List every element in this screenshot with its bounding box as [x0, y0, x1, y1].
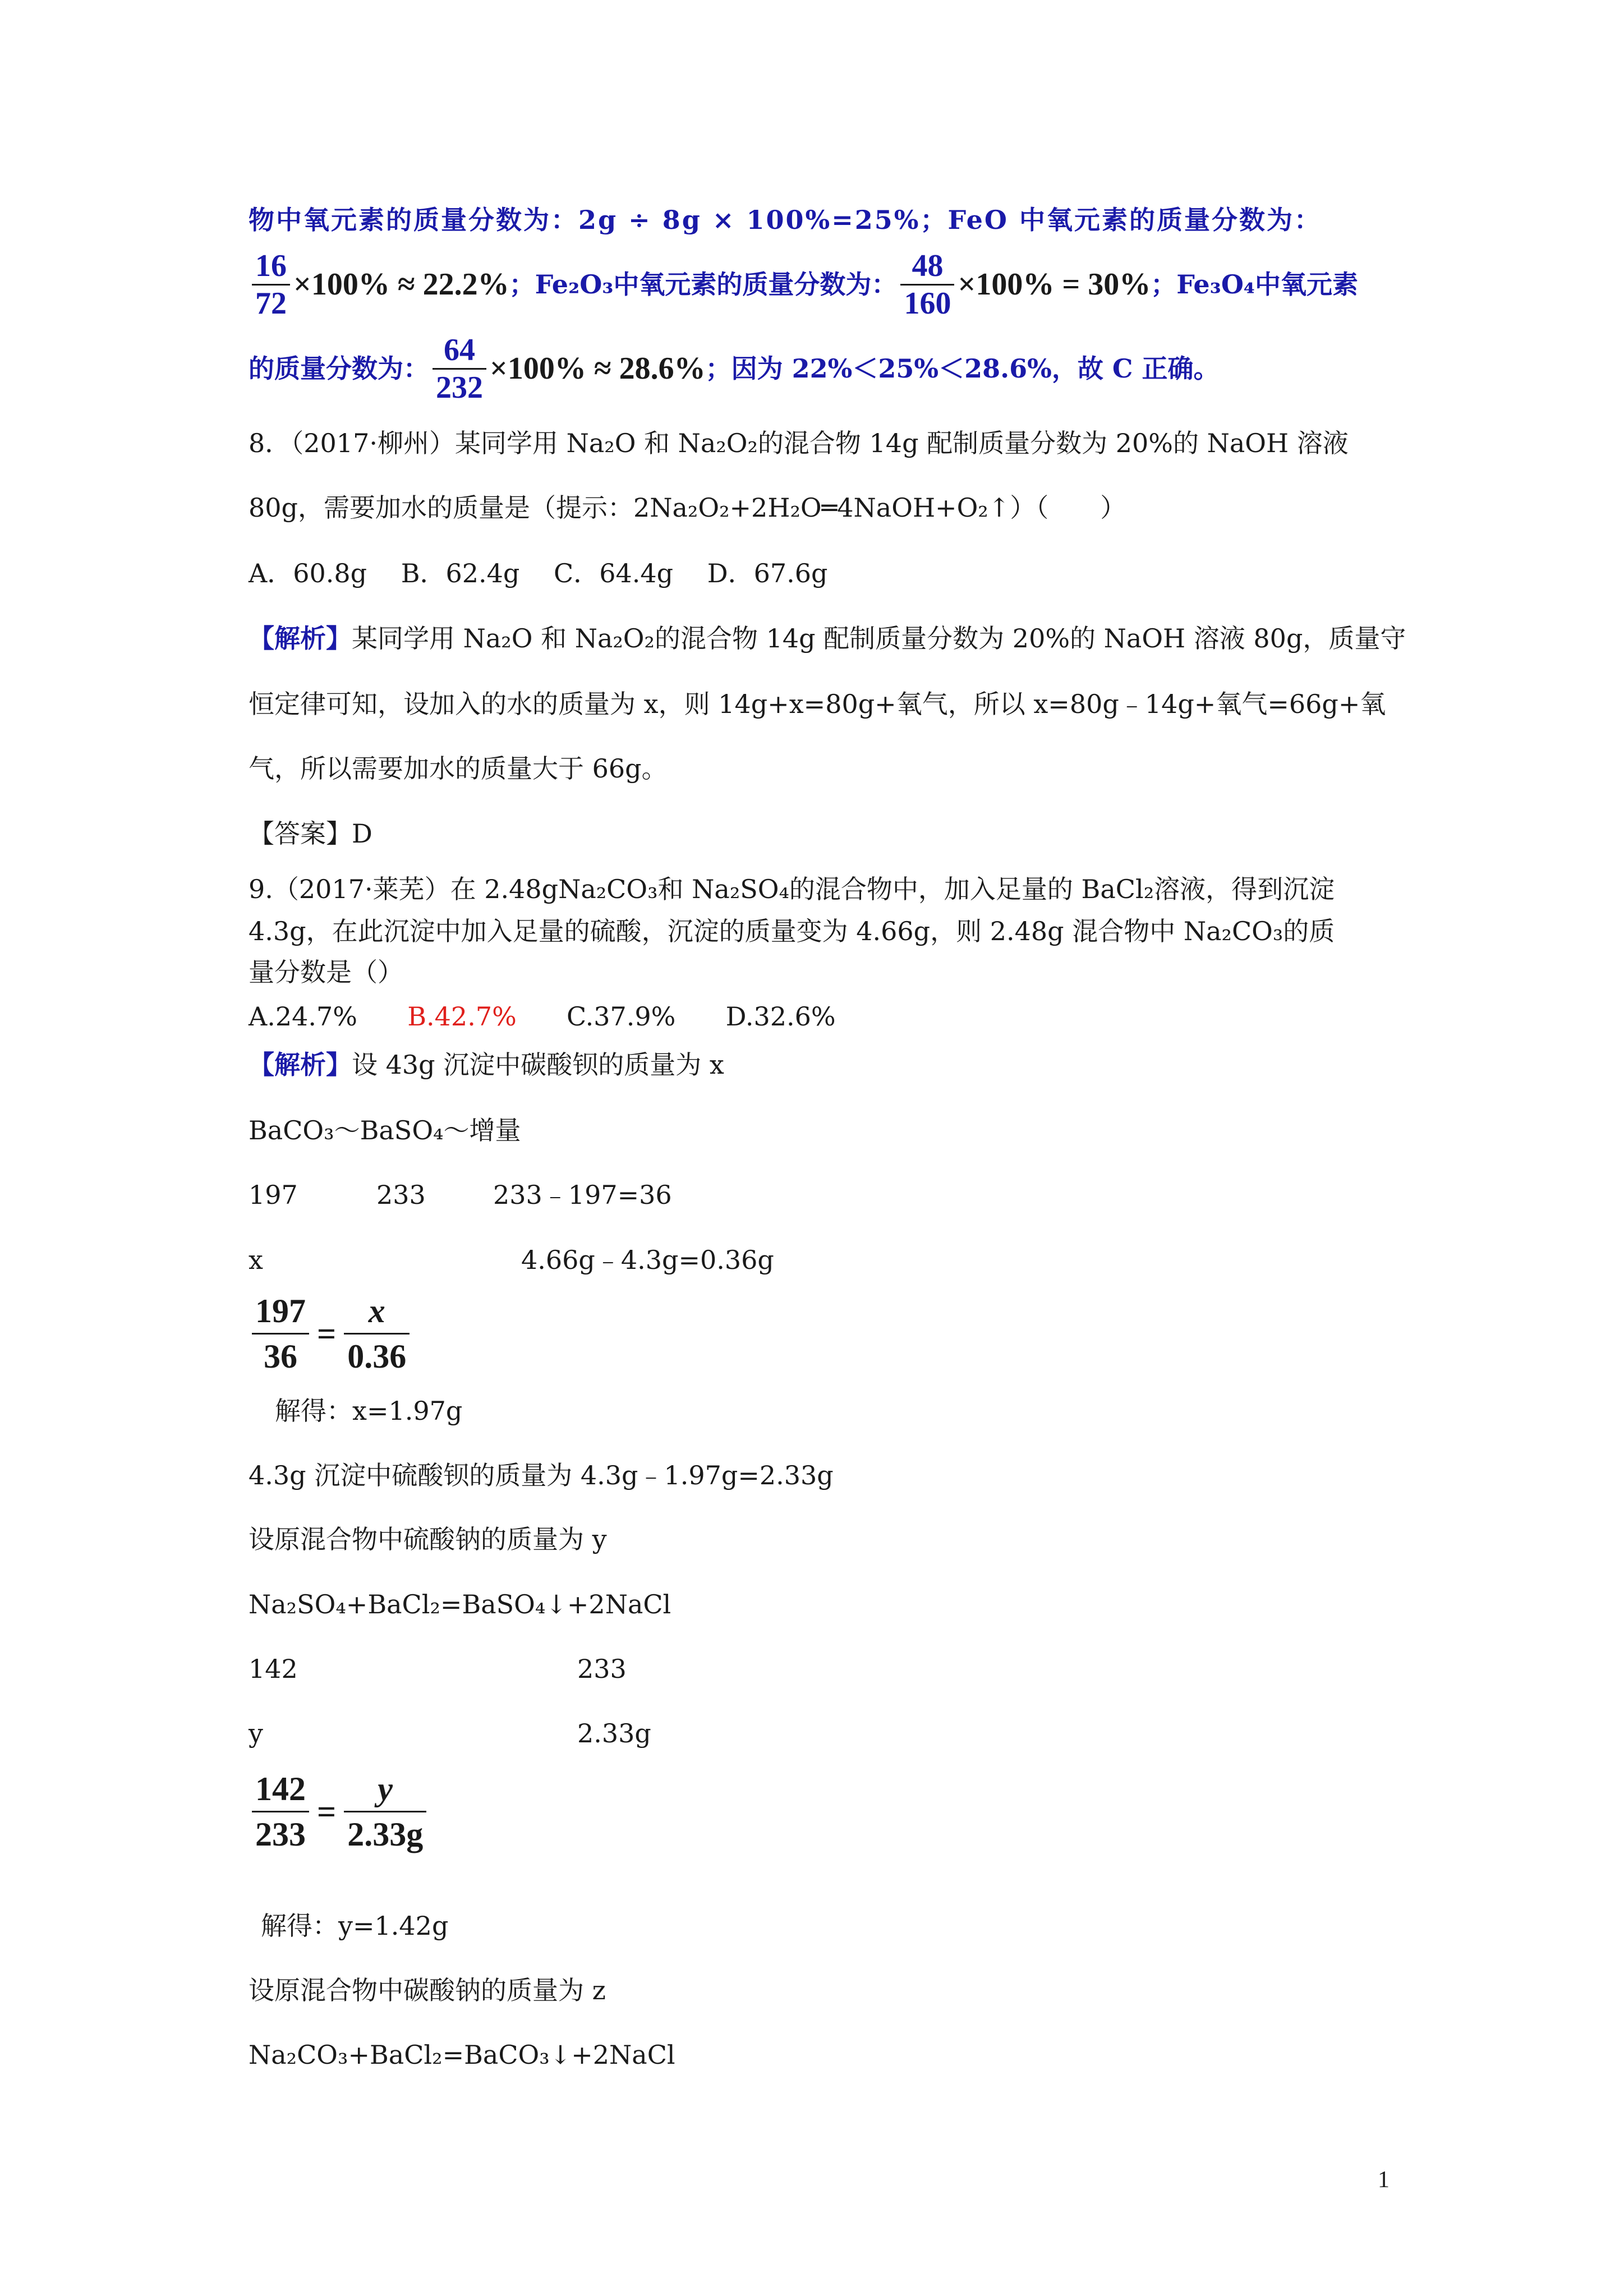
q8-options: A．60.8g B．62.4g C．64.4g D．67.6g: [249, 558, 828, 588]
q9-set-y: 设原混合物中硫酸钠的质量为 y: [249, 1524, 607, 1554]
q9-prop2-left: $\frac{142}{233}$: [252, 1767, 309, 1856]
sol7-line1: 物中氧元素的质量分数为：2g ÷ 8g × 100%=25%；FeO 中氧元素的质量分数为：: [249, 205, 1322, 235]
q9-mass-row4: [249, 1717, 1034, 1750]
q9-analysis-line1: [249, 1048, 724, 1082]
q8-answer: 【答案】D: [249, 818, 372, 849]
sol7-conclusion: ；因为 22%＜25%＜28.6%，故 C 正确。: [705, 353, 1220, 384]
q9-mass-row2: [249, 1243, 1034, 1277]
q9-solve-x: 解得：x=1.97g: [275, 1396, 463, 1426]
q9-proportion-1: [249, 1289, 413, 1378]
sol7-line3-head: 的质量分数为：: [249, 353, 429, 384]
feo-expression: ×100% ≈ 22.2%: [293, 267, 509, 302]
equals-sign: =: [317, 1315, 337, 1352]
q9-analysis-text: 设 43g 沉淀中碳酸钡的质量为 x: [352, 1050, 724, 1080]
q8-analysis-text: 某同学用 Na₂O 和 Na₂O₂的混合物 14g 配制质量分数为 20%的 NaOH 溶液 80g，质量守: [352, 623, 1406, 654]
q9-equation-2: Na₂CO₃+BaCl₂=BaCO₃↓+2NaCl: [249, 2040, 675, 2070]
page-number: 1: [1378, 2167, 1390, 2193]
fe2o3-fraction: $\frac{48}{160}$: [900, 248, 954, 321]
q9-mass-row1: [249, 1178, 1034, 1212]
fe3o4-label: ；Fe₃O₄中氧元素: [1151, 269, 1359, 300]
q8-stem-line1: 8．（2017·柳州）某同学用 Na₂O 和 Na₂O₂的混合物 14g 配制质量分数为 20%的 NaOH 溶液: [249, 428, 1349, 458]
q9-r3-baso4: 233: [577, 1654, 627, 1684]
q9-proportion-2: [249, 1767, 430, 1856]
q9-baso4-mass: 4.3g 沉淀中硫酸钡的质量为 4.3g﹣1.97g=2.33g: [249, 1460, 834, 1490]
q9-stem-line2: 4.3g，在此沉淀中加入足量的硫酸，沉淀的质量变为 4.66g，则 2.48g 混合物中 Na₂CO₃的质: [249, 916, 1335, 946]
q9-option-c: C.37.9%: [567, 1001, 676, 1032]
fe3o4-expression: ×100% ≈ 28.6%: [490, 351, 706, 386]
q8-analysis-tag: 【解析】: [249, 623, 352, 654]
q9-stem-line1: 9.（2017·莱芜）在 2.48gNa₂CO₃和 Na₂SO₄的混合物中，加入足量的 BaCl₂溶液，得到沉淀: [249, 874, 1335, 904]
equals-sign: =: [317, 1793, 337, 1830]
q9-stem-line3: 量分数是（）: [249, 957, 403, 987]
q9-option-b-correct: B.42.7%: [407, 1001, 517, 1032]
q9-relation: BaCO₃～BaSO₄～增量: [249, 1115, 521, 1145]
q9-r1-increase: 233﹣197=36: [493, 1180, 672, 1210]
q9-r2-x: x: [249, 1245, 263, 1275]
feo-fraction: $\frac{16}{72}$: [252, 248, 290, 321]
q9-analysis-tag: 【解析】: [249, 1050, 352, 1080]
q9-options: [249, 1000, 836, 1033]
fe2o3-expression: ×100% = 30%: [958, 267, 1151, 302]
fe3o4-fraction: $\frac{64}{232}$: [433, 332, 486, 406]
q8-stem-line2: 80g，需要加水的质量是（提示：2Na₂O₂+2H₂O═4NaOH+O₂↑）（ ）: [249, 493, 1126, 523]
q9-r3-na2so4: 142: [249, 1654, 298, 1684]
q9-mass-row3: [249, 1652, 1034, 1686]
q8-analysis-line1: [249, 622, 1406, 655]
q9-r1-baco3: 197: [249, 1180, 298, 1210]
q8-analysis-line3: 气，所以需要加水的质量大于 66g。: [249, 753, 668, 784]
q9-option-a: A.24.7%: [249, 1001, 357, 1032]
q9-option-d: D.32.6%: [725, 1001, 836, 1032]
q9-r4-y: y: [249, 1718, 263, 1749]
sol7-line3: [249, 326, 1220, 411]
q9-prop2-right: $\frac{y}{2.33g}$: [344, 1767, 426, 1856]
sol7-line2: [249, 242, 1358, 326]
q9-r2-increase: 4.66g﹣4.3g=0.36g: [521, 1245, 774, 1275]
q9-prop1-right: $\frac{x}{0.36}$: [344, 1289, 410, 1378]
q9-r1-baso4: 233: [376, 1180, 426, 1210]
fe2o3-label: ；Fe₂O₃中氧元素的质量分数为：: [509, 269, 898, 300]
q9-equation-1: Na₂SO₄+BaCl₂=BaSO₄↓+2NaCl: [249, 1589, 671, 1619]
q9-prop1-left: $\frac{197}{36}$: [252, 1289, 309, 1378]
q8-analysis-line2: 恒定律可知，设加入的水的质量为 x，则 14g+x=80g+氧气，所以 x=80g﹣14g+氧气=66g+氧: [249, 689, 1386, 719]
q9-set-z: 设原混合物中碳酸钠的质量为 z: [249, 1975, 606, 2005]
q9-solve-y: 解得：y=1.42g: [261, 1911, 449, 1941]
q9-r4-mass: 2.33g: [577, 1718, 651, 1749]
